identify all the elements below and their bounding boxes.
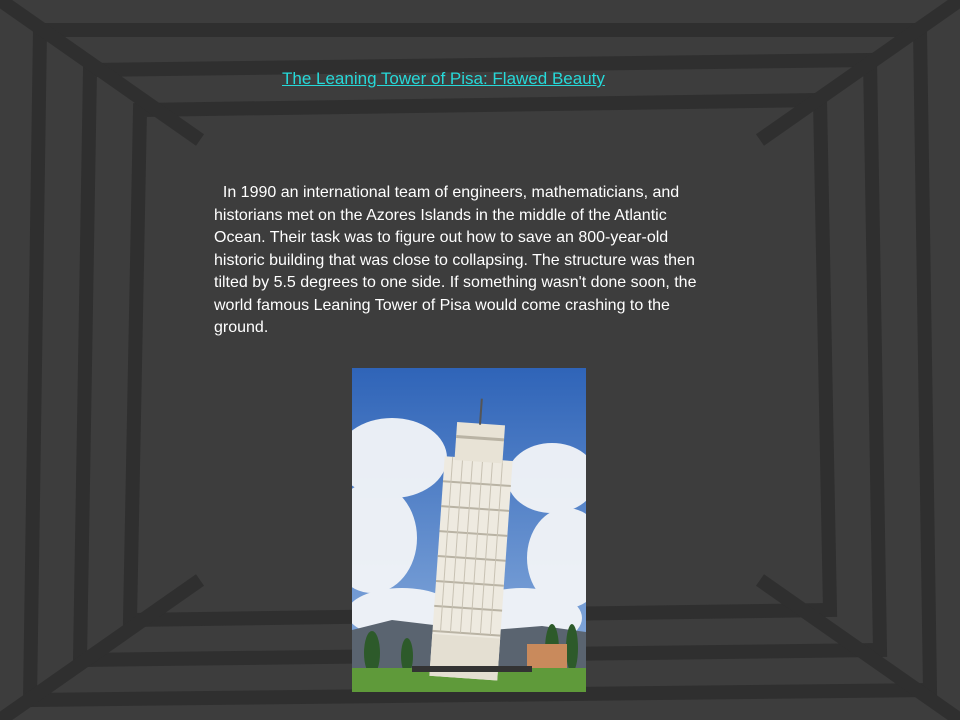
leaning-tower-photo (352, 368, 586, 692)
slide-body-paragraph: In 1990 an international team of engineers, mathematicians, and historians met on the Azores Islands in the middle of the Atlantic Ocean. Their task was to figure out how to save an 800-year-old historic building that was close to collapsing. The structure was then tilted by 5.5 degrees to one side. If something wasn't done soon, the world famous Leaning Tower of Pisa would come crashing to the ground. (214, 184, 697, 336)
slide-title-link[interactable]: The Leaning Tower of Pisa: Flawed Beauty (282, 69, 605, 88)
